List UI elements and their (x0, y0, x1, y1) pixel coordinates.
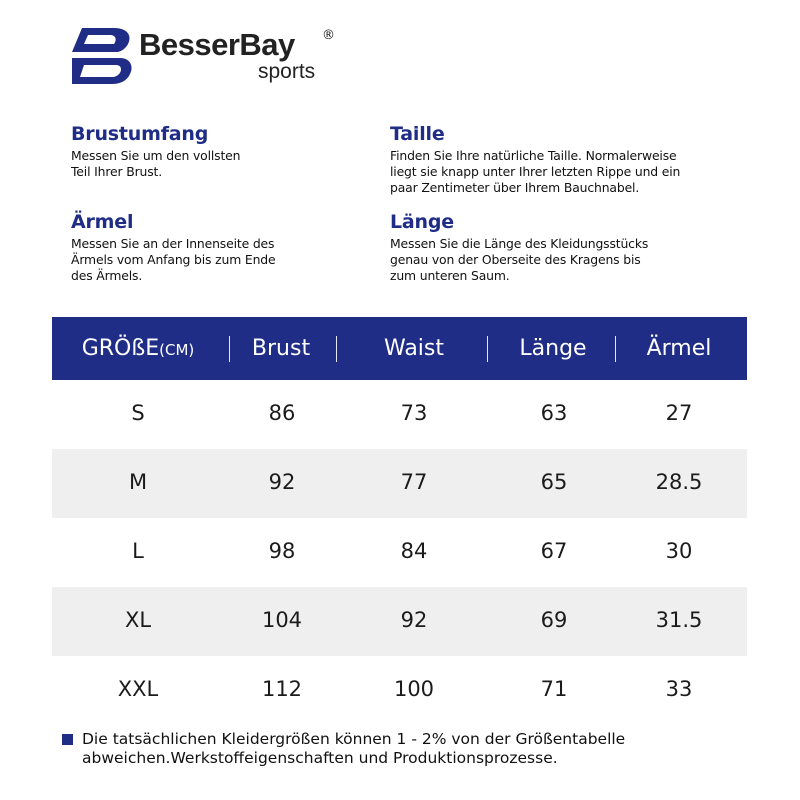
cell-size: M (128, 470, 148, 494)
cell-size: S (131, 401, 145, 425)
cell-aermel: 33 (665, 677, 693, 701)
table-row (52, 449, 747, 518)
cell-aermel: 27 (665, 401, 693, 425)
guide-title: Ärmel (71, 211, 134, 233)
table-header (52, 317, 747, 380)
cell-size: XXL (117, 677, 159, 701)
guide-title: Brustumfang (71, 123, 209, 145)
table-row (52, 518, 747, 587)
table-row (52, 656, 747, 725)
header-waist: Waist (383, 336, 445, 361)
cell-brust: 104 (261, 608, 303, 632)
cell-waist: 92 (400, 608, 428, 632)
cell-size: XL (124, 608, 152, 632)
cell-laenge: 71 (540, 677, 568, 701)
cell-brust: 98 (268, 539, 296, 563)
guide-title: Taille (390, 123, 445, 145)
guide-text: Messen Sie an der Innenseite des Ärmels vom Anfang bis zum Ende des Ärmels. (71, 236, 276, 283)
guide-text: Messen Sie die Länge des Kleidungsstücks genau von der Oberseite des Kragens bis zum unteren Saum. (390, 236, 649, 283)
header-laenge: Länge (519, 336, 587, 361)
size-disclaimer (62, 730, 762, 768)
cell-waist: 77 (400, 470, 428, 494)
guide-aermel (71, 211, 411, 284)
guide-laenge (390, 211, 730, 284)
header-brust: Brust (251, 336, 311, 361)
cell-aermel: 28.5 (655, 470, 703, 494)
bullet-square-icon (62, 734, 73, 745)
brand-logo (70, 26, 350, 90)
cell-waist: 100 (393, 677, 435, 701)
table-row (52, 587, 747, 656)
cell-waist: 73 (400, 401, 428, 425)
cell-size: L (132, 539, 144, 563)
guide-title: Länge (390, 211, 454, 233)
table-row (52, 380, 747, 449)
cell-laenge: 69 (540, 608, 568, 632)
cell-laenge: 67 (540, 539, 568, 563)
header-size: GRÖßE(CM) (81, 336, 195, 361)
registered-mark: ® (322, 28, 335, 43)
guide-text: Messen Sie um den vollsten Teil Ihrer Brust. (71, 148, 241, 179)
cell-aermel: 30 (665, 539, 693, 563)
brand-subtitle: sports (258, 60, 316, 83)
cell-aermel: 31.5 (655, 608, 703, 632)
guide-text: Finden Sie Ihre natürliche Taille. Normalerweise liegt sie knapp unter Ihrer letzten Rippe und ein paar Zentimeter über Ihrem Bauchnabel. (390, 148, 681, 195)
header-divider (615, 336, 616, 362)
header-divider (229, 336, 230, 362)
cell-brust: 86 (268, 401, 296, 425)
header-aermel: Ärmel (646, 336, 712, 361)
cell-brust: 112 (261, 677, 303, 701)
brand-name: BesserBay (139, 27, 295, 62)
guide-brustumfang (71, 123, 411, 180)
header-divider (487, 336, 488, 362)
guide-taille (390, 123, 730, 196)
disclaimer-text: Die tatsächlichen Kleidergrößen können 1 - 2% von der Größentabelle abweichen.Werkstoffeigenschaften und Produktionsprozesse. (82, 730, 626, 767)
b-mark-logo-icon (70, 26, 134, 86)
size-table (52, 317, 747, 725)
header-divider (336, 336, 337, 362)
cell-laenge: 65 (540, 470, 568, 494)
cell-brust: 92 (268, 470, 296, 494)
cell-laenge: 63 (540, 401, 568, 425)
cell-waist: 84 (400, 539, 428, 563)
